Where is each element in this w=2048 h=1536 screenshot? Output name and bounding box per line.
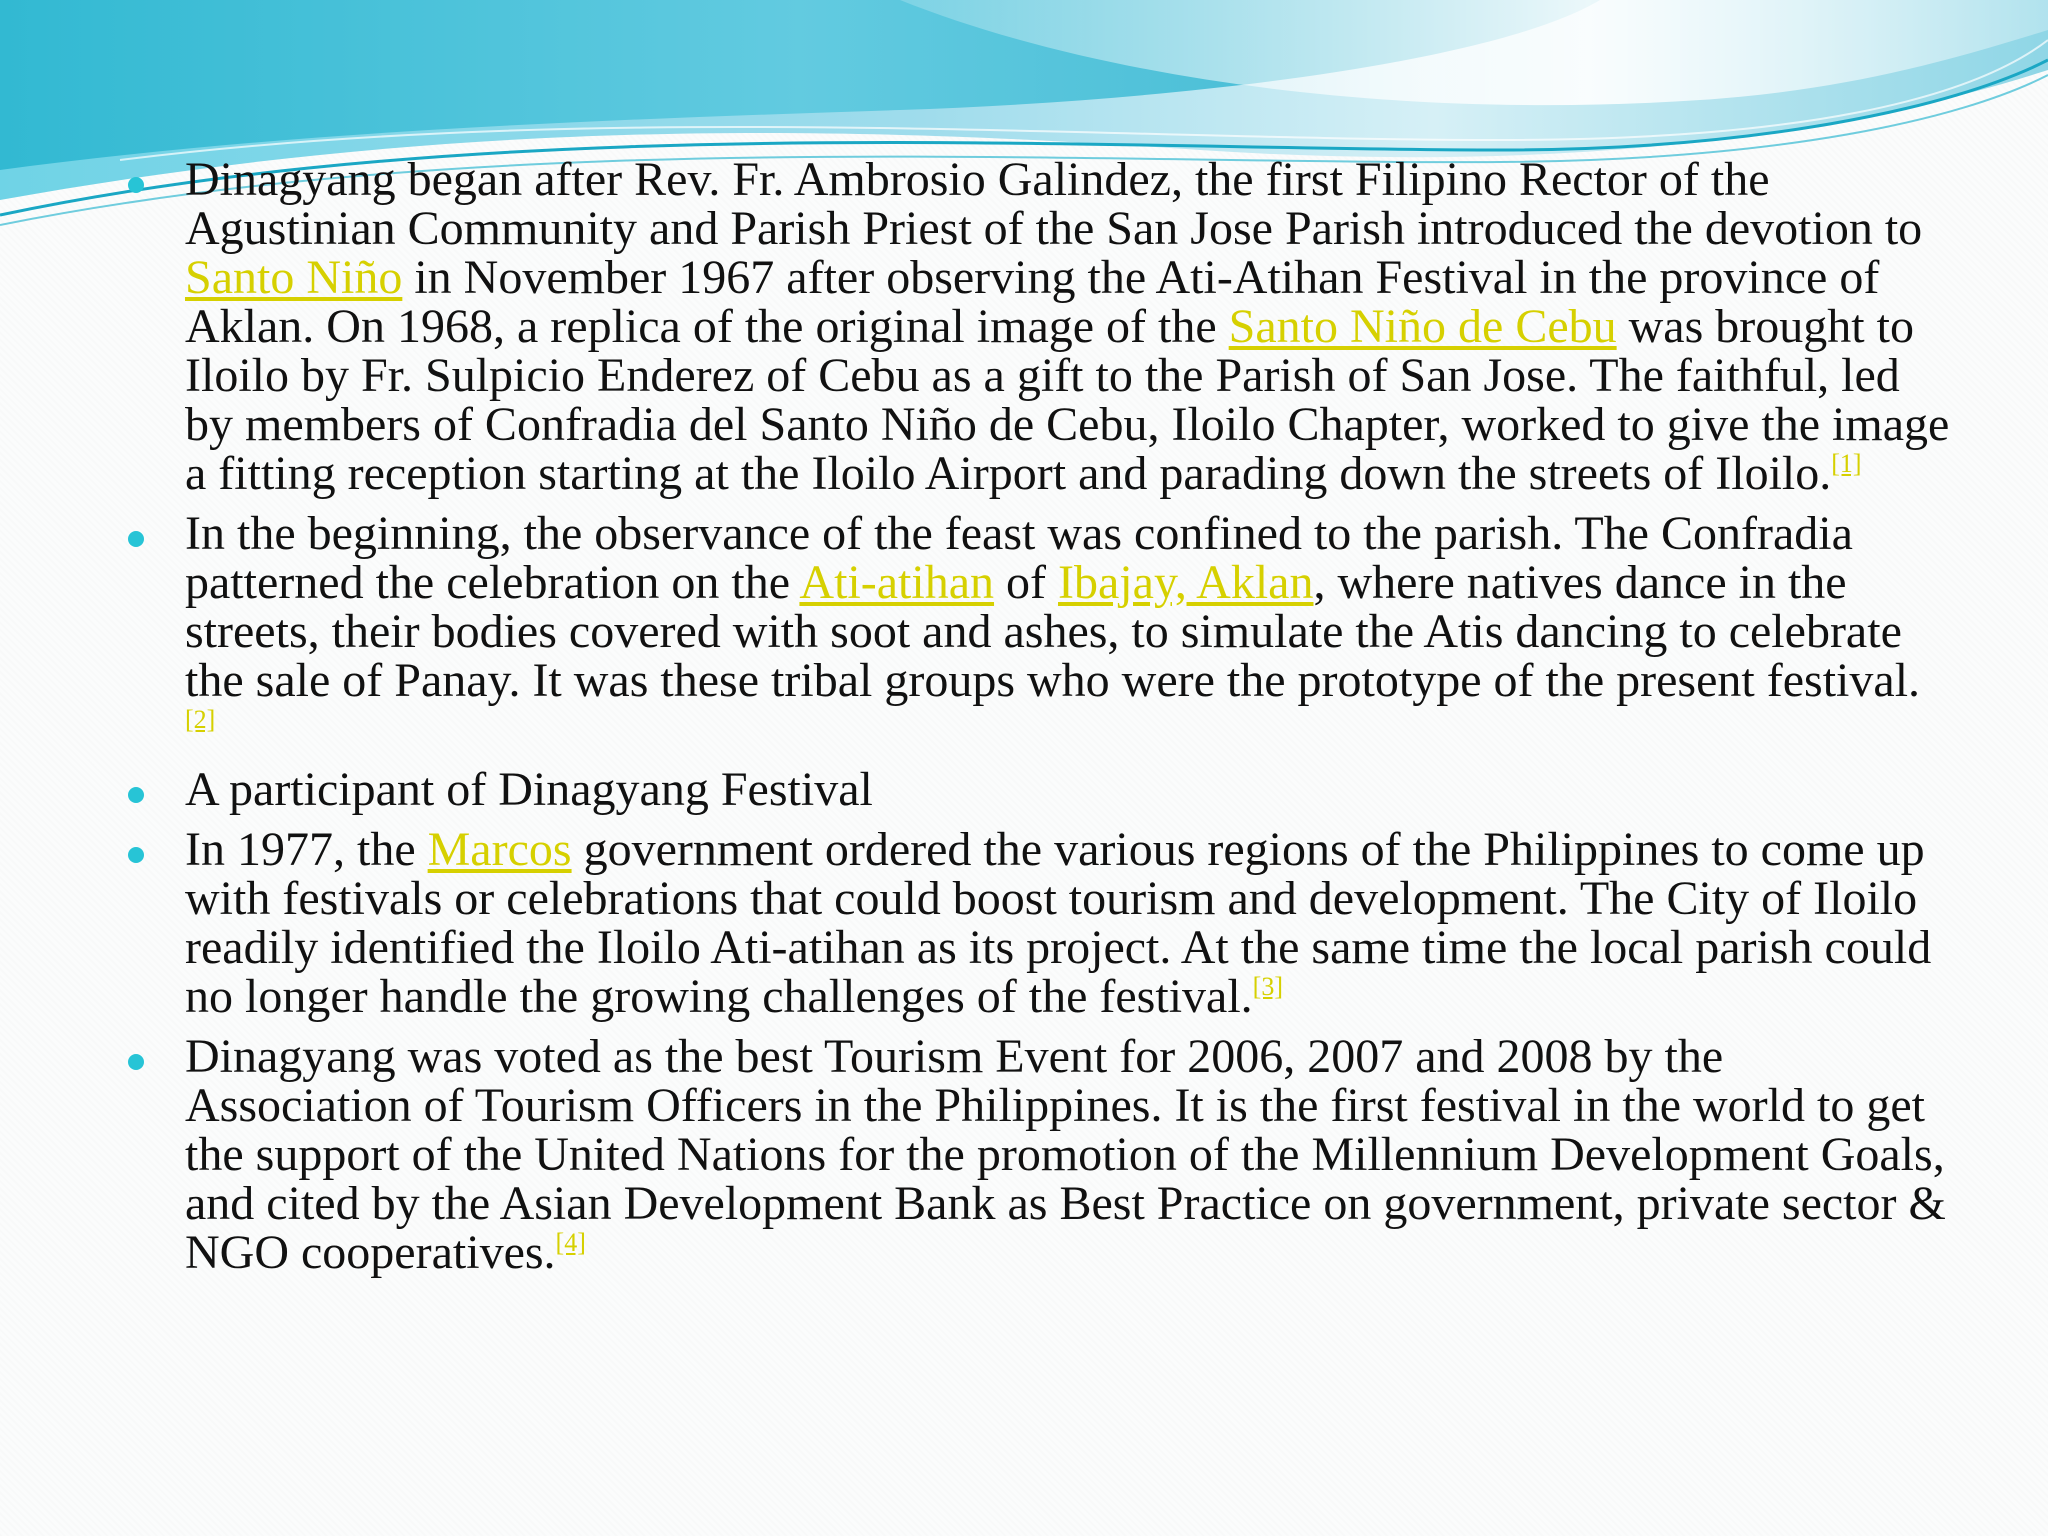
hyperlink[interactable]: Ati-atihan: [799, 556, 995, 609]
bullet-text: government ordered the various regions of the Philippines to come up with festivals or celebrations that could boost tourism and development. The City of Iloilo readily identified the Iloilo Ati-atihan as its project. At the same time the local parish could no longer handle the growing challenges of the festival.: [185, 823, 1932, 1023]
reference-link[interactable]: [2]: [185, 705, 216, 734]
bullet-list: [120, 155, 1950, 1277]
bullet-item: [120, 1032, 1950, 1277]
bullet-text: In the beginning, the observance of the feast was confined to the parish. The Confradia patterned the celebration on the: [185, 507, 1853, 609]
bullet-text: Dinagyang began after Rev. Fr. Ambrosio Galindez, the first Filipino Rector of the Agustinian Community and Parish Priest of the San Jose Parish introduced the devotion to: [185, 153, 1923, 255]
hyperlink[interactable]: Santo Niño de Cebu: [1228, 300, 1617, 353]
reference-link[interactable]: [4]: [555, 1228, 586, 1257]
slide-content: [120, 155, 1950, 1288]
bullet-item: [120, 765, 1950, 814]
bullet-text: of: [994, 556, 1059, 609]
bullet-text: , where natives dance in the streets, their bodies covered with soot and ashes, to simulate the Atis dancing to celebrate the sale of Panay. It was these tribal groups who were the prototype of the present festival.: [185, 556, 1921, 707]
bullet-item: [120, 825, 1950, 1021]
bullet-item: [120, 155, 1950, 498]
bullet-dot-icon: [128, 787, 144, 803]
reference-link[interactable]: [1]: [1831, 449, 1862, 478]
bullet-text: in November 1967 after observing the Ati-Atihan Festival in the province of Aklan. On 1968, a replica of the original image of the: [185, 251, 1880, 353]
bullet-dot-icon: [128, 1054, 144, 1070]
bullet-text: Dinagyang was voted as the best Tourism Event for 2006, 2007 and 2008 by the Association of Tourism Officers in the Philippines. It is the first festival in the world to get the support of the United Nations for the promotion of the Millennium Development Goals, and cited by the Asian Development Bank as Best Practice on government, private sector & NGO cooperatives.: [185, 1030, 1946, 1279]
bullet-text: was brought to Iloilo by Fr. Sulpicio Enderez of Cebu as a gift to the Parish of San Jose. The faithful, led by members of Confradia del Santo Niño de Cebu, Iloilo Chapter, worked to give the image a fitting reception starting at the Iloilo Airport and parading down the streets of Iloilo.: [185, 300, 1950, 500]
hyperlink[interactable]: Ibajay, Aklan: [1058, 556, 1314, 609]
bullet-dot-icon: [128, 177, 144, 193]
hyperlink[interactable]: Marcos: [427, 823, 572, 876]
bullet-dot-icon: [128, 531, 144, 547]
hyperlink[interactable]: Santo Niño: [185, 251, 403, 304]
bullet-dot-icon: [128, 847, 144, 863]
bullet-text: A participant of Dinagyang Festival: [185, 763, 873, 816]
bullet-item: [120, 509, 1950, 754]
bullet-text: In 1977, the: [185, 823, 428, 876]
reference-link[interactable]: [3]: [1252, 972, 1283, 1001]
